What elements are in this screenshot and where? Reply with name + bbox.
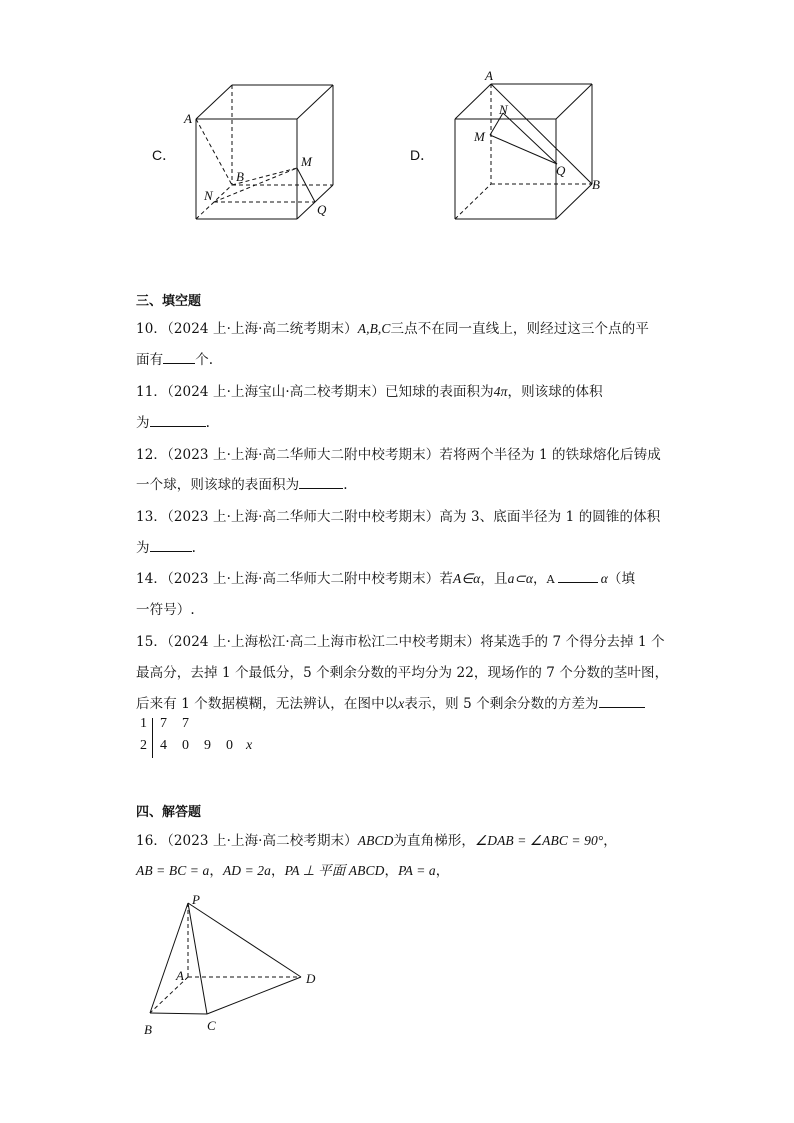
q16-math: ABCD: [357, 833, 394, 848]
option-c-label: C．: [152, 147, 177, 163]
q10-text: 三点不在同一直线上，则经过这三个点的平: [390, 321, 649, 337]
point-label-a: A: [184, 111, 192, 126]
q16-math: PA ⊥ 平面 ABCD: [284, 863, 385, 878]
q14-math: a⊂α: [507, 571, 534, 586]
leaf-value: x: [246, 738, 253, 753]
question-11-line-1: [136, 380, 603, 400]
question-13-line-2: [136, 536, 196, 556]
point-label-m: M: [474, 129, 485, 144]
q16-text: 为直角梯形，: [393, 833, 476, 849]
q16-math: ∠DAB = ∠ABC = 90°: [475, 833, 604, 848]
q10-text: 面有: [136, 352, 164, 368]
point-label-n: N: [204, 188, 213, 203]
answer-blank[interactable]: [299, 476, 343, 489]
q16-text: ，: [209, 863, 223, 879]
stem-leaf-plot: [140, 716, 270, 760]
section-heading-solutions: 四、解答题: [136, 805, 202, 820]
q11-text: 11．（2024 上·上海宝山·高二校考期末）已知球的表面积为: [136, 384, 494, 400]
answer-blank[interactable]: [558, 570, 598, 583]
leaf-value: 7: [160, 716, 167, 731]
point-label-b: B: [236, 169, 244, 184]
option-d-label: D．: [410, 147, 435, 163]
q14-text: A: [546, 573, 555, 586]
point-label-d: D: [306, 971, 316, 986]
point-label-c: C: [207, 1018, 216, 1033]
answer-blank[interactable]: [150, 414, 206, 427]
q14-text: （填: [607, 571, 636, 587]
question-13-line-1: [136, 505, 660, 525]
leaf-value: 4: [160, 738, 167, 753]
stem-value: 1: [140, 716, 147, 731]
point-label-a: A: [176, 968, 184, 983]
question-12-line-2: [136, 473, 348, 493]
question-16-line-1: [136, 829, 617, 849]
q16-text: ，: [384, 863, 399, 879]
point-label-p: P: [192, 892, 200, 907]
q11-math: 4π: [493, 384, 508, 399]
q16-text: 16．（2023 上·上海·高二校考期末）: [136, 833, 358, 849]
option-d-cube-figure: [440, 65, 610, 225]
q12-text: 一个球，则该球的表面积为: [136, 477, 300, 493]
q10-text: 个.: [195, 352, 214, 368]
leaf-value: 9: [204, 738, 211, 753]
question-12-line-1: [136, 443, 661, 463]
point-label-n: N: [499, 102, 508, 117]
point-label-q: Q: [317, 202, 327, 217]
question-14-line-2: [136, 598, 195, 618]
q15-text: 后来有 1 个数据模糊，无法辨认，在图中以: [136, 696, 399, 712]
q16-text: ，: [603, 833, 617, 849]
question-15-line-2: [136, 661, 668, 681]
q12-text: 12．（2023 上·上海·高二华师大二附中校考期末）若将两个半径为 1 的铁球熔化后铸成: [136, 447, 661, 463]
question-14-line-1: [136, 567, 635, 587]
answer-blank[interactable]: [163, 351, 195, 364]
question-11-line-2: [136, 411, 210, 431]
question-15-line-1: [136, 630, 665, 650]
section-heading-fill-blank: 三、填空题: [136, 294, 202, 309]
leaf-value: 0: [226, 738, 233, 753]
stem-value: 2: [140, 738, 147, 753]
option-c-cube-figure: [180, 75, 340, 230]
point-label-q: Q: [556, 163, 566, 178]
q14-text: 一符号）.: [136, 602, 195, 618]
question-10-line-2: [136, 348, 213, 368]
q15-text: 表示，则 5 个剩余分数的方差为: [404, 696, 599, 712]
q16-text: ，: [435, 863, 450, 879]
q14-text: ，: [533, 571, 547, 587]
q15-text: 最高分，去掉 1 个最低分，5 个剩余分数的平均分为 22，现场作的 7 个分数的茎叶图，: [136, 665, 669, 681]
q16-text: ，: [271, 863, 285, 879]
answer-blank[interactable]: [599, 695, 645, 708]
q13-text: 13．（2023 上·上海·高二华师大二附中校考期末）高为 3、底面半径为 1 的圆锥的体积: [136, 509, 661, 525]
q10-math: A,B,C: [357, 321, 391, 336]
q14-text: 14．（2023 上·上海·高二华师大二附中校考期末）若: [136, 571, 453, 587]
q14-math: A∈α: [452, 571, 481, 586]
answer-blank[interactable]: [150, 539, 192, 552]
q12-text: .: [343, 477, 348, 493]
point-label-b: B: [144, 1022, 152, 1037]
q15-math: x: [398, 696, 405, 711]
q16-math: AB = BC = a: [136, 863, 210, 878]
q13-text: 为: [136, 540, 150, 556]
stem-leaf-divider: [152, 718, 153, 758]
point-label-m: M: [301, 154, 312, 169]
q13-text: .: [191, 540, 197, 556]
q11-text: .: [205, 415, 211, 431]
q11-text: ，则该球的体积: [507, 384, 603, 400]
q11-text: 为: [136, 415, 150, 431]
q10-text: 10．（2024 上·上海·高二统考期末）: [136, 321, 358, 337]
q16-math: PA = a: [398, 863, 436, 878]
pyramid-figure: [140, 890, 330, 1040]
q14-math: α: [600, 571, 608, 586]
question-16-line-2: [136, 859, 449, 879]
q15-text: 15．（2024 上·上海松江·高二上海市松江二中校考期末）将某选手的 7 个得分去掉 1 个: [136, 634, 665, 650]
point-label-a: A: [485, 68, 493, 83]
leaf-value: 0: [182, 738, 189, 753]
q16-math: AD = 2a: [222, 863, 271, 878]
question-10-line-1: [136, 317, 649, 337]
point-label-b: B: [592, 177, 600, 192]
question-15-line-3: [136, 692, 645, 712]
leaf-value: 7: [182, 716, 189, 731]
q14-text: ，且: [480, 571, 508, 587]
